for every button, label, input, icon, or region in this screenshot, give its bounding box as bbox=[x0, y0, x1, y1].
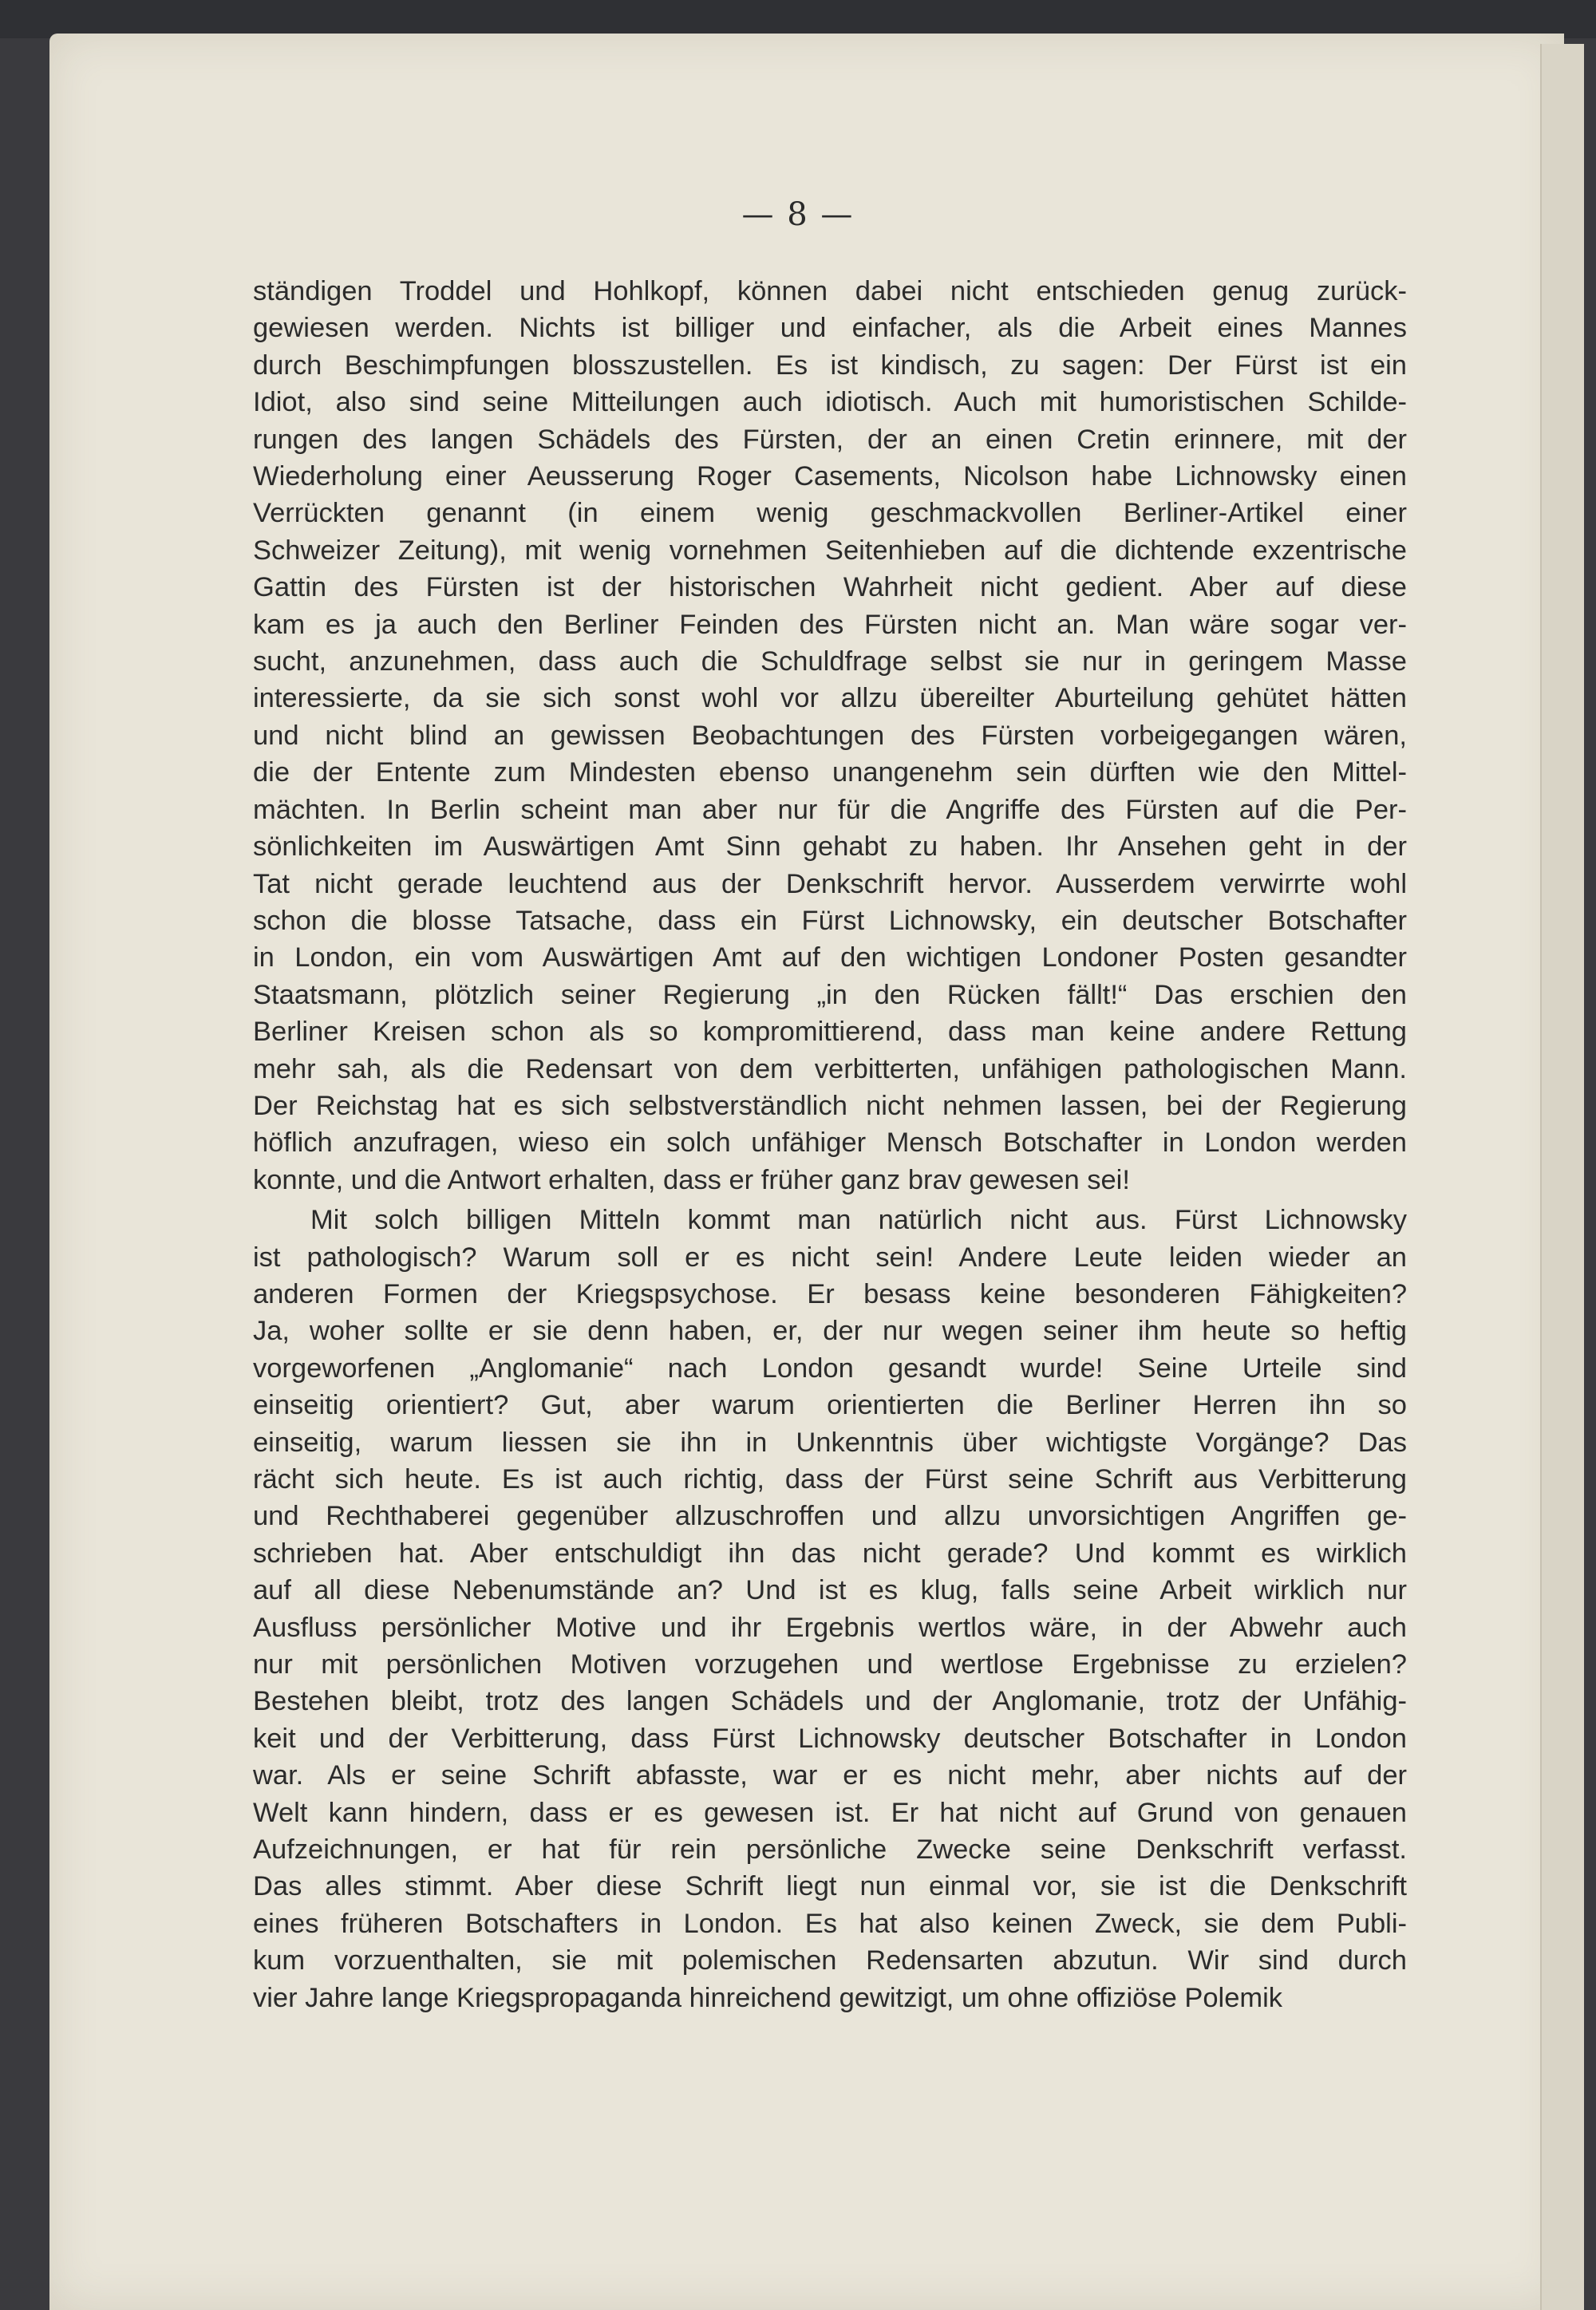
text-line: Ausfluss persönlicher Motive und ihr Ergebnis wertlos wäre, in der Abwehr auch bbox=[253, 1612, 1407, 1643]
text-line: Verrückten genannt (in einem wenig geschmackvollen Berliner-Artikel einer bbox=[253, 498, 1407, 529]
text-line: Mit solch billigen Mitteln kommt man natürlich nicht aus. Fürst Lichnowsky bbox=[310, 1205, 1407, 1236]
text-line: die der Entente zum Mindesten ebenso unangenehm sein dürften wie den Mittel- bbox=[253, 757, 1407, 788]
text-line: mehr sah, als die Redensart von dem verbitterten, unfähigen pathologischen Mann. bbox=[253, 1053, 1407, 1084]
text-line: schrieben hat. Aber entschuldigt ihn das nicht gerade? Und kommt es wirklich bbox=[253, 1538, 1407, 1569]
text-line: schon die blosse Tatsache, dass ein Fürst Lichnowsky, ein deutscher Botschafter bbox=[253, 905, 1407, 936]
text-line: durch Beschimpfungen blosszustellen. Es ist kindisch, zu sagen: Der Fürst ist ein bbox=[253, 349, 1407, 381]
text-line: ständigen Troddel und Hohlkopf, können dabei nicht entschieden genug zurück- bbox=[253, 276, 1407, 306]
text-line: auf all diese Nebenumstände an? Und ist es klug, falls seine Arbeit wirklich nur bbox=[253, 1575, 1407, 1606]
text-line: vorgeworfenen „Anglomanie“ nach London gesandt wurde! Seine Urteile sind bbox=[253, 1352, 1407, 1384]
text-line: interessierte, da sie sich sonst wohl vor allzu übereilter Aburteilung gehütet hätten bbox=[253, 683, 1407, 714]
text-line: keit und der Verbitterung, dass Fürst Lichnowsky deutscher Botschafter in London bbox=[253, 1723, 1407, 1754]
text-line: eines früheren Botschafters in London. Es hat also keinen Zweck, sie dem Publi- bbox=[253, 1908, 1407, 1939]
text-line: Der Reichstag hat es sich selbstverständlich nicht nehmen lassen, bei der Regierung bbox=[253, 1090, 1407, 1121]
text-line: mächten. In Berlin scheint man aber nur für die Angriffe des Fürsten auf die Per- bbox=[253, 794, 1407, 825]
text-line: kam es ja auch den Berliner Feinden des Fürsten nicht an. Man wäre sogar ver- bbox=[253, 609, 1407, 640]
text-line: und nicht blind an gewissen Beobachtungen des Fürsten vorbeigegangen wären, bbox=[253, 720, 1407, 751]
text-line: nur mit persönlichen Motiven vorzugehen und wertlose Ergebnisse zu erzielen? bbox=[253, 1649, 1407, 1680]
text-line: Bestehen bleibt, trotz des langen Schädels und der Anglomanie, trotz der Unfähig- bbox=[253, 1686, 1407, 1717]
scan-background-right bbox=[1584, 44, 1596, 2310]
text-line: Aufzeichnungen, er hat für rein persönliche Zwecke seine Denkschrift verfasst. bbox=[253, 1834, 1407, 1866]
text-line: in London, ein vom Auswärtigen Amt auf den wichtigen Londoner Posten gesandter bbox=[253, 942, 1407, 973]
text-line: Das alles stimmt. Aber diese Schrift liegt nun einmal vor, sie ist die Denkschrift bbox=[253, 1871, 1407, 1902]
text-line: Berliner Kreisen schon als so kompromittierend, dass man keine andere Rettung bbox=[253, 1017, 1407, 1048]
text-line: war. Als er seine Schrift abfasste, war er es nicht mehr, aber nichts auf der bbox=[253, 1760, 1407, 1791]
text-line: anderen Formen der Kriegspsychose. Er besass keine besonderen Fähigkeiten? bbox=[253, 1278, 1407, 1309]
text-line: sucht, anzunehmen, dass auch die Schuldfrage selbst sie nur in geringem Masse bbox=[253, 646, 1407, 677]
text-line: Idiot, also sind seine Mitteilungen auch idiotisch. Auch mit humoristischen Schilde- bbox=[253, 387, 1407, 418]
text-line: sönlichkeiten im Auswärtigen Amt Sinn gehabt zu haben. Ihr Ansehen geht in der bbox=[253, 831, 1407, 863]
text-line: konnte, und die Antwort erhalten, dass er früher ganz brav gewesen sei! bbox=[253, 1164, 1130, 1195]
page-number: — 8 — bbox=[741, 196, 855, 233]
text-line: kum vorzuenthalten, sie mit polemischen Redensarten abzutun. Wir sind durch bbox=[253, 1945, 1407, 1976]
text-line: ist pathologisch? Warum soll er es nicht sein! Andere Leute leiden wieder an bbox=[253, 1242, 1407, 1273]
text-line: Gattin des Fürsten ist der historischen Wahrheit nicht gedient. Aber auf diese bbox=[253, 572, 1407, 603]
text-line: Wiederholung einer Aeusserung Roger Casements, Nicolson habe Lichnowsky einen bbox=[253, 461, 1407, 492]
text-line: Ja, woher sollte er sie denn haben, er, der nur wegen seiner ihm heute so heftig bbox=[253, 1316, 1407, 1347]
body-text bbox=[253, 273, 1407, 2016]
text-line: einseitig orientiert? Gut, aber warum orientierten die Berliner Herren ihn so bbox=[253, 1390, 1407, 1421]
text-line: gewiesen werden. Nichts ist billiger und einfacher, als die Arbeit eines Mannes bbox=[253, 313, 1407, 344]
scan-background-top bbox=[0, 0, 1596, 38]
text-line: Tat nicht gerade leuchtend aus der Denkschrift hervor. Ausserdem verwirrte wohl bbox=[253, 868, 1407, 899]
text-line: und Rechthaberei gegenüber allzuschroffen und allzu unvorsichtigen Angriffen ge- bbox=[253, 1501, 1407, 1532]
text-line: Staatsmann, plötzlich seiner Regierung „in den Rücken fällt!“ Das erschien den bbox=[253, 979, 1407, 1010]
text-line: einseitig, warum liessen sie ihn in Unkenntnis über wichtigste Vorgänge? Das bbox=[253, 1427, 1407, 1458]
text-line: rungen des langen Schädels des Fürsten, der an einen Cretin erinnere, mit der bbox=[253, 424, 1407, 455]
text-line: Schweizer Zeitung), mit wenig vornehmen Seitenhieben auf die dichtende exzentrische bbox=[253, 535, 1407, 566]
paragraph-1 bbox=[253, 273, 1407, 1198]
text-line: vier Jahre lange Kriegspropaganda hinreichend gewitzigt, um ohne offiziöse Polemik bbox=[253, 1982, 1283, 2013]
text-line: Welt kann hindern, dass er es gewesen ist. Er hat nicht auf Grund von genauen bbox=[253, 1797, 1407, 1828]
text-line: höflich anzufragen, wieso ein solch unfähiger Mensch Botschafter in London werden bbox=[253, 1127, 1407, 1159]
paragraph-2 bbox=[253, 1202, 1407, 2016]
text-line: rächt sich heute. Es ist auch richtig, dass der Fürst seine Schrift aus Verbitterung bbox=[253, 1464, 1407, 1495]
